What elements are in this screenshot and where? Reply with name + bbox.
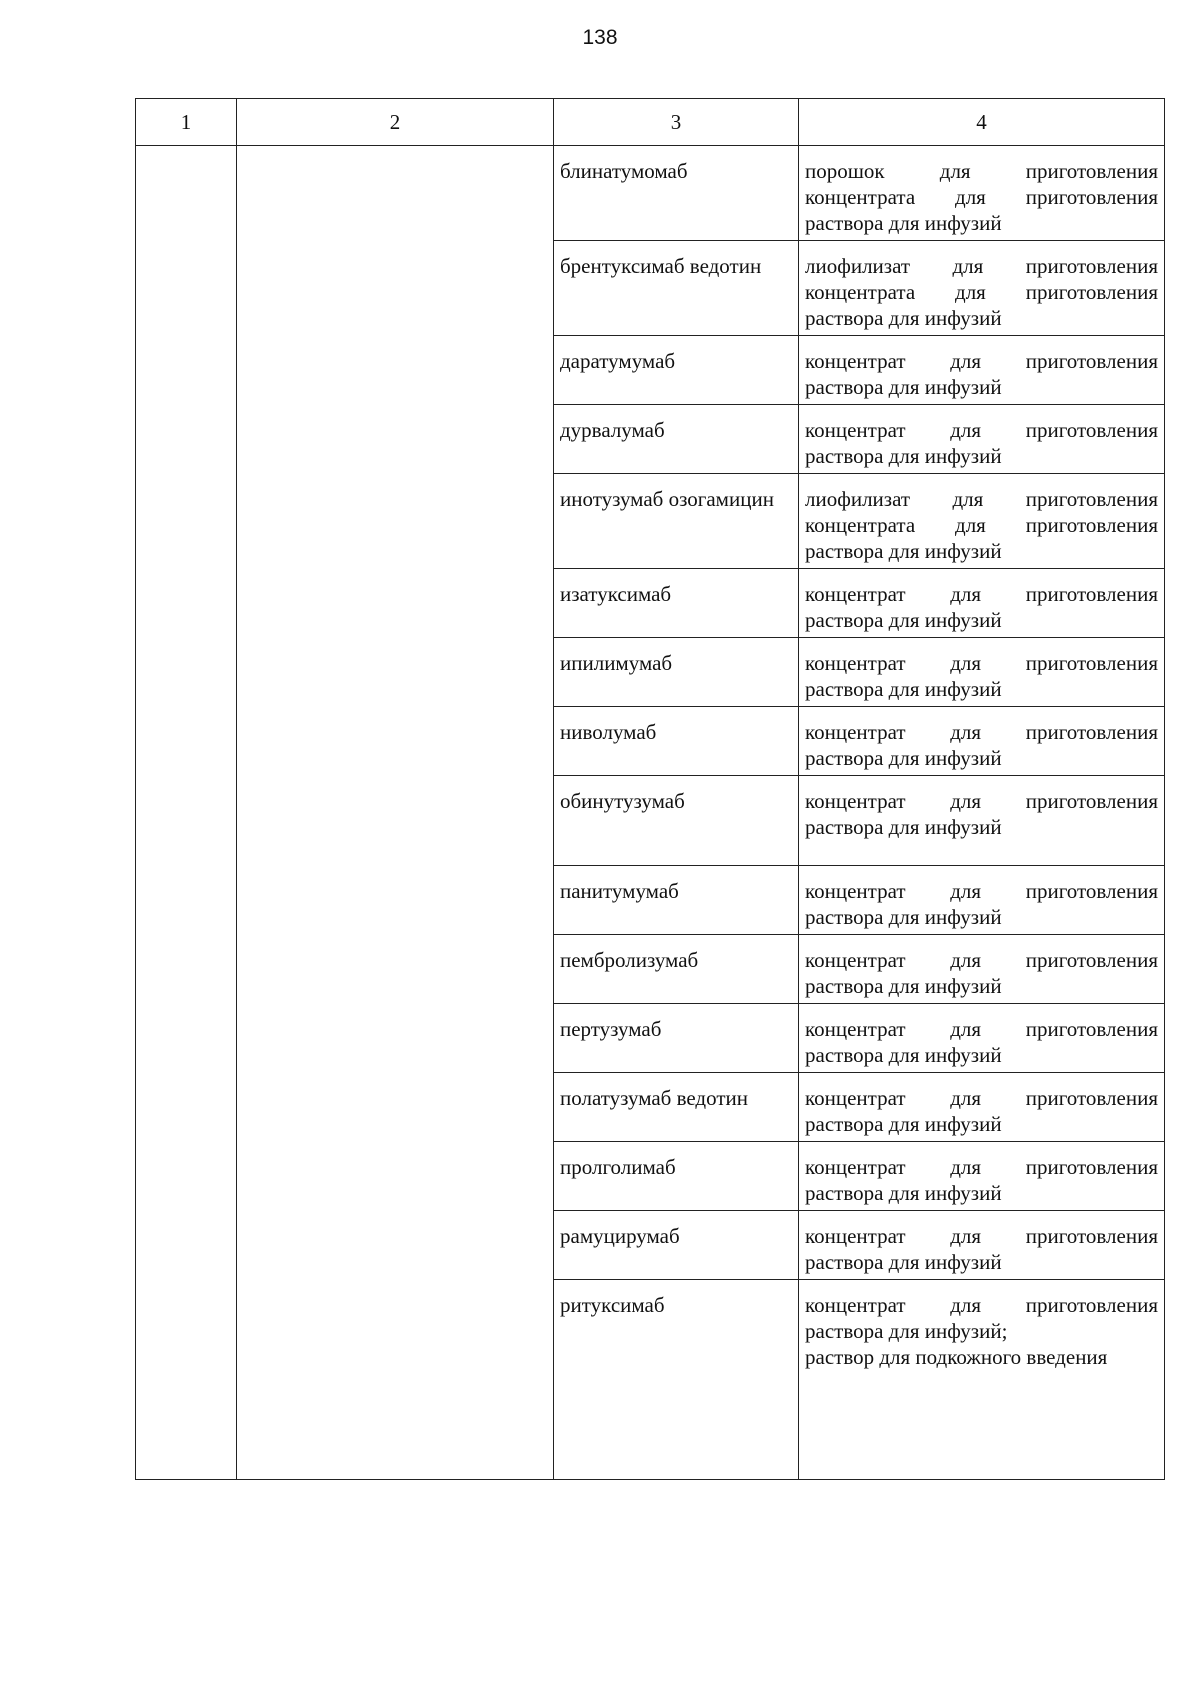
- drug-name: брентуксимаб ведотин: [560, 254, 762, 278]
- drug-name: пертузумаб: [560, 1017, 662, 1041]
- dosage-form-cell: [799, 1073, 1165, 1142]
- dosage-form-cell: [799, 336, 1165, 405]
- dosage-form-line: раствора для инфузий: [805, 746, 1002, 770]
- dosage-form-line: раствора для инфузий: [805, 608, 1002, 632]
- drug-name: даратумумаб: [560, 349, 676, 373]
- dosage-form-line: концентрат для приготовления: [805, 418, 1158, 442]
- header-col-1: 1: [136, 99, 237, 146]
- drug-name: ритуксимаб: [560, 1293, 665, 1317]
- dosage-form-line: концентрат для приготовления: [805, 1293, 1158, 1317]
- drug-name-cell: [554, 1211, 799, 1280]
- dosage-form-line: раствора для инфузий: [805, 1250, 1002, 1274]
- drug-name: рамуцирумаб: [560, 1224, 680, 1248]
- drug-name-cell: [554, 1004, 799, 1073]
- dosage-form-line: раствора для инфузий: [805, 1181, 1002, 1205]
- dosage-form-line: концентрата для приготовления: [805, 513, 1158, 537]
- dosage-form-cell: [799, 1211, 1165, 1280]
- table-row: [136, 146, 1165, 241]
- dosage-form-line: концентрат для приготовления: [805, 879, 1158, 903]
- dosage-form-line: раствора для инфузий: [805, 539, 1002, 563]
- dosage-form-line: концентрат для приготовления: [805, 720, 1158, 744]
- header-col-3: 3: [554, 99, 799, 146]
- dosage-form-line: концентрата для приготовления: [805, 280, 1158, 304]
- dosage-form-cell: [799, 241, 1165, 336]
- dosage-form-line: концентрат для приготовления: [805, 1086, 1158, 1110]
- dosage-form-line: порошок для приготовления: [805, 159, 1158, 183]
- drug-name: пембролизумаб: [560, 948, 699, 972]
- dosage-form-line: концентрат для приготовления: [805, 349, 1158, 373]
- header-row: [136, 99, 1165, 146]
- dosage-form-line: раствора для инфузий: [805, 815, 1002, 839]
- header-col-4: 4: [799, 99, 1165, 146]
- drug-name-cell: [554, 707, 799, 776]
- dosage-form-line: раствора для инфузий: [805, 974, 1002, 998]
- dosage-form-cell: [799, 1004, 1165, 1073]
- drug-name: пролголимаб: [560, 1155, 676, 1179]
- drug-name-cell: [554, 1142, 799, 1211]
- drug-name-cell: [554, 405, 799, 474]
- drug-name: ипилимумаб: [560, 651, 673, 675]
- dosage-form-cell: [799, 1142, 1165, 1211]
- header-col-2: 2: [237, 99, 554, 146]
- drug-name-cell: [554, 569, 799, 638]
- dosage-form-line: раствор для подкожного введения: [805, 1345, 1108, 1369]
- dosage-form-line: раствора для инфузий: [805, 375, 1002, 399]
- dosage-form-line: раствора для инфузий: [805, 306, 1002, 330]
- dosage-form-cell: [799, 866, 1165, 935]
- drug-name: ниволумаб: [560, 720, 657, 744]
- drug-name-cell: [554, 776, 799, 866]
- dosage-form-line: концентрат для приготовления: [805, 1017, 1158, 1041]
- dosage-form-cell: [799, 146, 1165, 241]
- dosage-form-line: раствора для инфузий: [805, 677, 1002, 701]
- dosage-form-line: раствора для инфузий: [805, 211, 1002, 235]
- table-body: [136, 146, 1165, 1480]
- drug-name-cell: [554, 866, 799, 935]
- dosage-form-cell: [799, 638, 1165, 707]
- dosage-form-line: раствора для инфузий: [805, 1043, 1002, 1067]
- drug-name: блинатумомаб: [560, 159, 688, 183]
- drug-name: панитумумаб: [560, 879, 679, 903]
- dosage-form-cell: [799, 474, 1165, 569]
- drug-name: изатуксимаб: [560, 582, 672, 606]
- dosage-form-cell: [799, 1280, 1165, 1480]
- col-1-cell: [136, 146, 237, 1480]
- dosage-form-line: раствора для инфузий;: [805, 1319, 1008, 1343]
- dosage-form-line: концентрат для приготовления: [805, 948, 1158, 972]
- dosage-form-line: концентрат для приготовления: [805, 651, 1158, 675]
- dosage-form-cell: [799, 776, 1165, 866]
- dosage-form-cell: [799, 707, 1165, 776]
- page-number: 138: [582, 26, 618, 49]
- drug-name: полатузумаб ведотин: [560, 1086, 748, 1110]
- drug-table: [135, 98, 1165, 1480]
- drug-name-cell: [554, 1073, 799, 1142]
- dosage-form-line: раствора для инфузий: [805, 444, 1002, 468]
- dosage-form-line: раствора для инфузий: [805, 1112, 1002, 1136]
- dosage-form-cell: [799, 569, 1165, 638]
- drug-name-cell: [554, 638, 799, 707]
- drug-name: обинутузумаб: [560, 789, 685, 813]
- drug-name-cell: [554, 146, 799, 241]
- dosage-form-line: раствора для инфузий: [805, 905, 1002, 929]
- drug-name-cell: [554, 241, 799, 336]
- drug-name: инотузумаб озогамицин: [560, 487, 774, 511]
- dosage-form-cell: [799, 935, 1165, 1004]
- dosage-form-line: лиофилизат для приготовления: [805, 487, 1158, 511]
- dosage-form-line: концентрат для приготовления: [805, 1224, 1158, 1248]
- drug-name-cell: [554, 336, 799, 405]
- dosage-form-line: концентрат для приготовления: [805, 1155, 1158, 1179]
- drug-name: дурвалумаб: [560, 418, 665, 442]
- drug-name-cell: [554, 474, 799, 569]
- dosage-form-line: лиофилизат для приготовления: [805, 254, 1158, 278]
- dosage-form-line: концентрат для приготовления: [805, 582, 1158, 606]
- drug-name-cell: [554, 1280, 799, 1480]
- dosage-form-line: концентрата для приготовления: [805, 185, 1158, 209]
- dosage-form-line: концентрат для приготовления: [805, 789, 1158, 813]
- dosage-form-cell: [799, 405, 1165, 474]
- drug-name-cell: [554, 935, 799, 1004]
- col-2-cell: [237, 146, 554, 1480]
